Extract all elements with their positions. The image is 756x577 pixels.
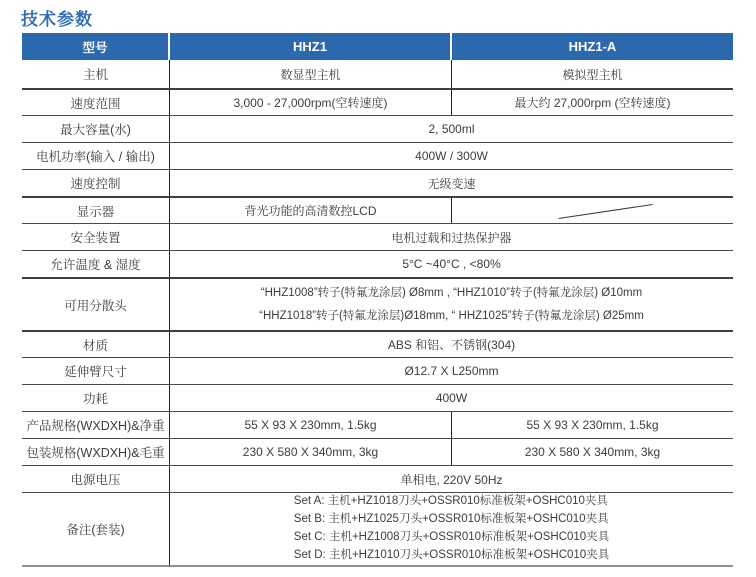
row-material-label: 材质	[22, 332, 170, 357]
page-title: 技术参数	[21, 10, 93, 29]
row-power-consumption-label: 功耗	[22, 385, 170, 411]
row-motor-power	[22, 142, 733, 169]
remarks-set-c: Set C: 主机+HZ1008刀头+OSSR010标准板架+OSHC010夹具	[293, 531, 610, 543]
row-safety-device-value: 电机过载和过热保护器	[391, 230, 512, 245]
row-temp-humidity	[22, 250, 733, 277]
row-extension-arm-label: 延伸臂尺寸	[22, 358, 170, 384]
row-power-supply-label: 电源电压	[22, 466, 170, 492]
row-package-dimensions-label: 包装规格(WXDXH)&毛重	[22, 439, 170, 465]
row-power-consumption	[22, 384, 733, 411]
row-power-consumption-value: 400W	[435, 391, 468, 405]
row-dispersing-heads	[22, 277, 733, 330]
spec-table	[22, 33, 733, 567]
row-extension-arm-value: Ø12.7 X L250mm	[404, 364, 499, 378]
row-package-dimensions-hhz1: 230 X 580 X 340mm, 3kg	[170, 439, 452, 465]
row-max-capacity-label: 最大容量(水)	[22, 116, 170, 142]
header-model-label: 型号	[22, 33, 170, 60]
row-display-label: 显示器	[22, 198, 170, 223]
row-temp-humidity-value: 5°C ~40°C , <80%	[402, 257, 501, 271]
row-package-dimensions-hhz1a: 230 X 580 X 340mm, 3kg	[524, 445, 661, 459]
row-extension-arm	[22, 357, 733, 384]
row-product-dimensions-hhz1a: 55 X 93 X 230mm, 1.5kg	[526, 418, 659, 432]
dispersing-heads-line-1: “HHZ1008”转子(特氟龙涂层) Ø8mm , “HHZ1010”转子(特氟龙涂层) Ø10mm	[260, 286, 643, 299]
row-main-unit-hhz1a: 模拟型主机	[562, 67, 623, 82]
row-main-unit-label: 主机	[22, 60, 170, 88]
row-package-dimensions	[22, 438, 733, 465]
row-max-capacity	[22, 115, 733, 142]
row-speed-range-label: 速度范围	[22, 90, 170, 115]
row-display-hhz1: 背光功能的高清数控LCD	[170, 198, 452, 223]
row-material-value: ABS 和铝、不锈钢(304)	[387, 338, 516, 352]
row-safety-device	[22, 223, 733, 250]
row-speed-control-value: 无级变速	[427, 176, 476, 191]
row-remarks-label: 备注(套装)	[22, 493, 170, 565]
row-motor-power-label: 电机功率(输入 / 输出)	[22, 143, 170, 169]
row-product-dimensions-hhz1: 55 X 93 X 230mm, 1.5kg	[170, 412, 452, 438]
row-max-capacity-value: 2, 500ml	[428, 122, 475, 136]
row-power-supply-value: 单相电, 220V 50Hz	[400, 472, 503, 487]
row-material	[22, 330, 733, 357]
row-remarks-value	[170, 493, 733, 565]
row-dispersing-heads-label: 可用分散头	[22, 279, 170, 330]
row-speed-range	[22, 88, 733, 115]
row-power-supply	[22, 465, 733, 492]
row-motor-power-value: 400W / 300W	[415, 149, 488, 163]
row-product-dimensions	[22, 411, 733, 438]
row-temp-humidity-label: 允许温度 & 湿度	[22, 251, 170, 277]
dispersing-heads-line-2: “HHZ1018”转子(特氟龙涂层)Ø18mm, “ HHZ1025”转子(特氟龙涂层) Ø25mm	[259, 309, 644, 322]
row-remarks	[22, 492, 733, 565]
row-main-unit-hhz1: 数显型主机	[170, 60, 452, 88]
row-speed-range-hhz1a: 最大约 27,000rpm (空转速度)	[514, 96, 671, 110]
header-model-hhz1: HHZ1	[170, 33, 452, 60]
row-dispersing-heads-value	[170, 279, 733, 330]
row-main-unit	[22, 60, 733, 88]
row-speed-control-label: 速度控制	[22, 170, 170, 196]
row-speed-control	[22, 169, 733, 196]
remarks-set-list	[294, 493, 609, 564]
row-speed-range-hhz1: 3,000 - 27,000rpm(空转速度)	[170, 90, 452, 115]
remarks-set-b: Set B: 主机+HZ1025刀头+OSSR010标准板架+OSHC010夹具	[293, 513, 609, 526]
row-safety-device-label: 安全装置	[22, 224, 170, 250]
row-display-hhz1a	[452, 198, 733, 223]
row-display	[22, 196, 733, 223]
table-header-row	[22, 33, 733, 60]
remarks-set-a: Set A: 主机+HZ1018刀头+OSSR010标准板架+OSHC010夹具	[293, 495, 608, 508]
remarks-set-d: Set D: 主机+HZ1010刀头+OSSR010标准板架+OSHC010夹具	[293, 548, 610, 561]
row-product-dimensions-label: 产品规格(WXDXH)&净重	[22, 412, 170, 438]
header-model-hhz1a: HHZ1-A	[568, 39, 617, 54]
not-applicable-diagonal-line	[558, 204, 652, 219]
